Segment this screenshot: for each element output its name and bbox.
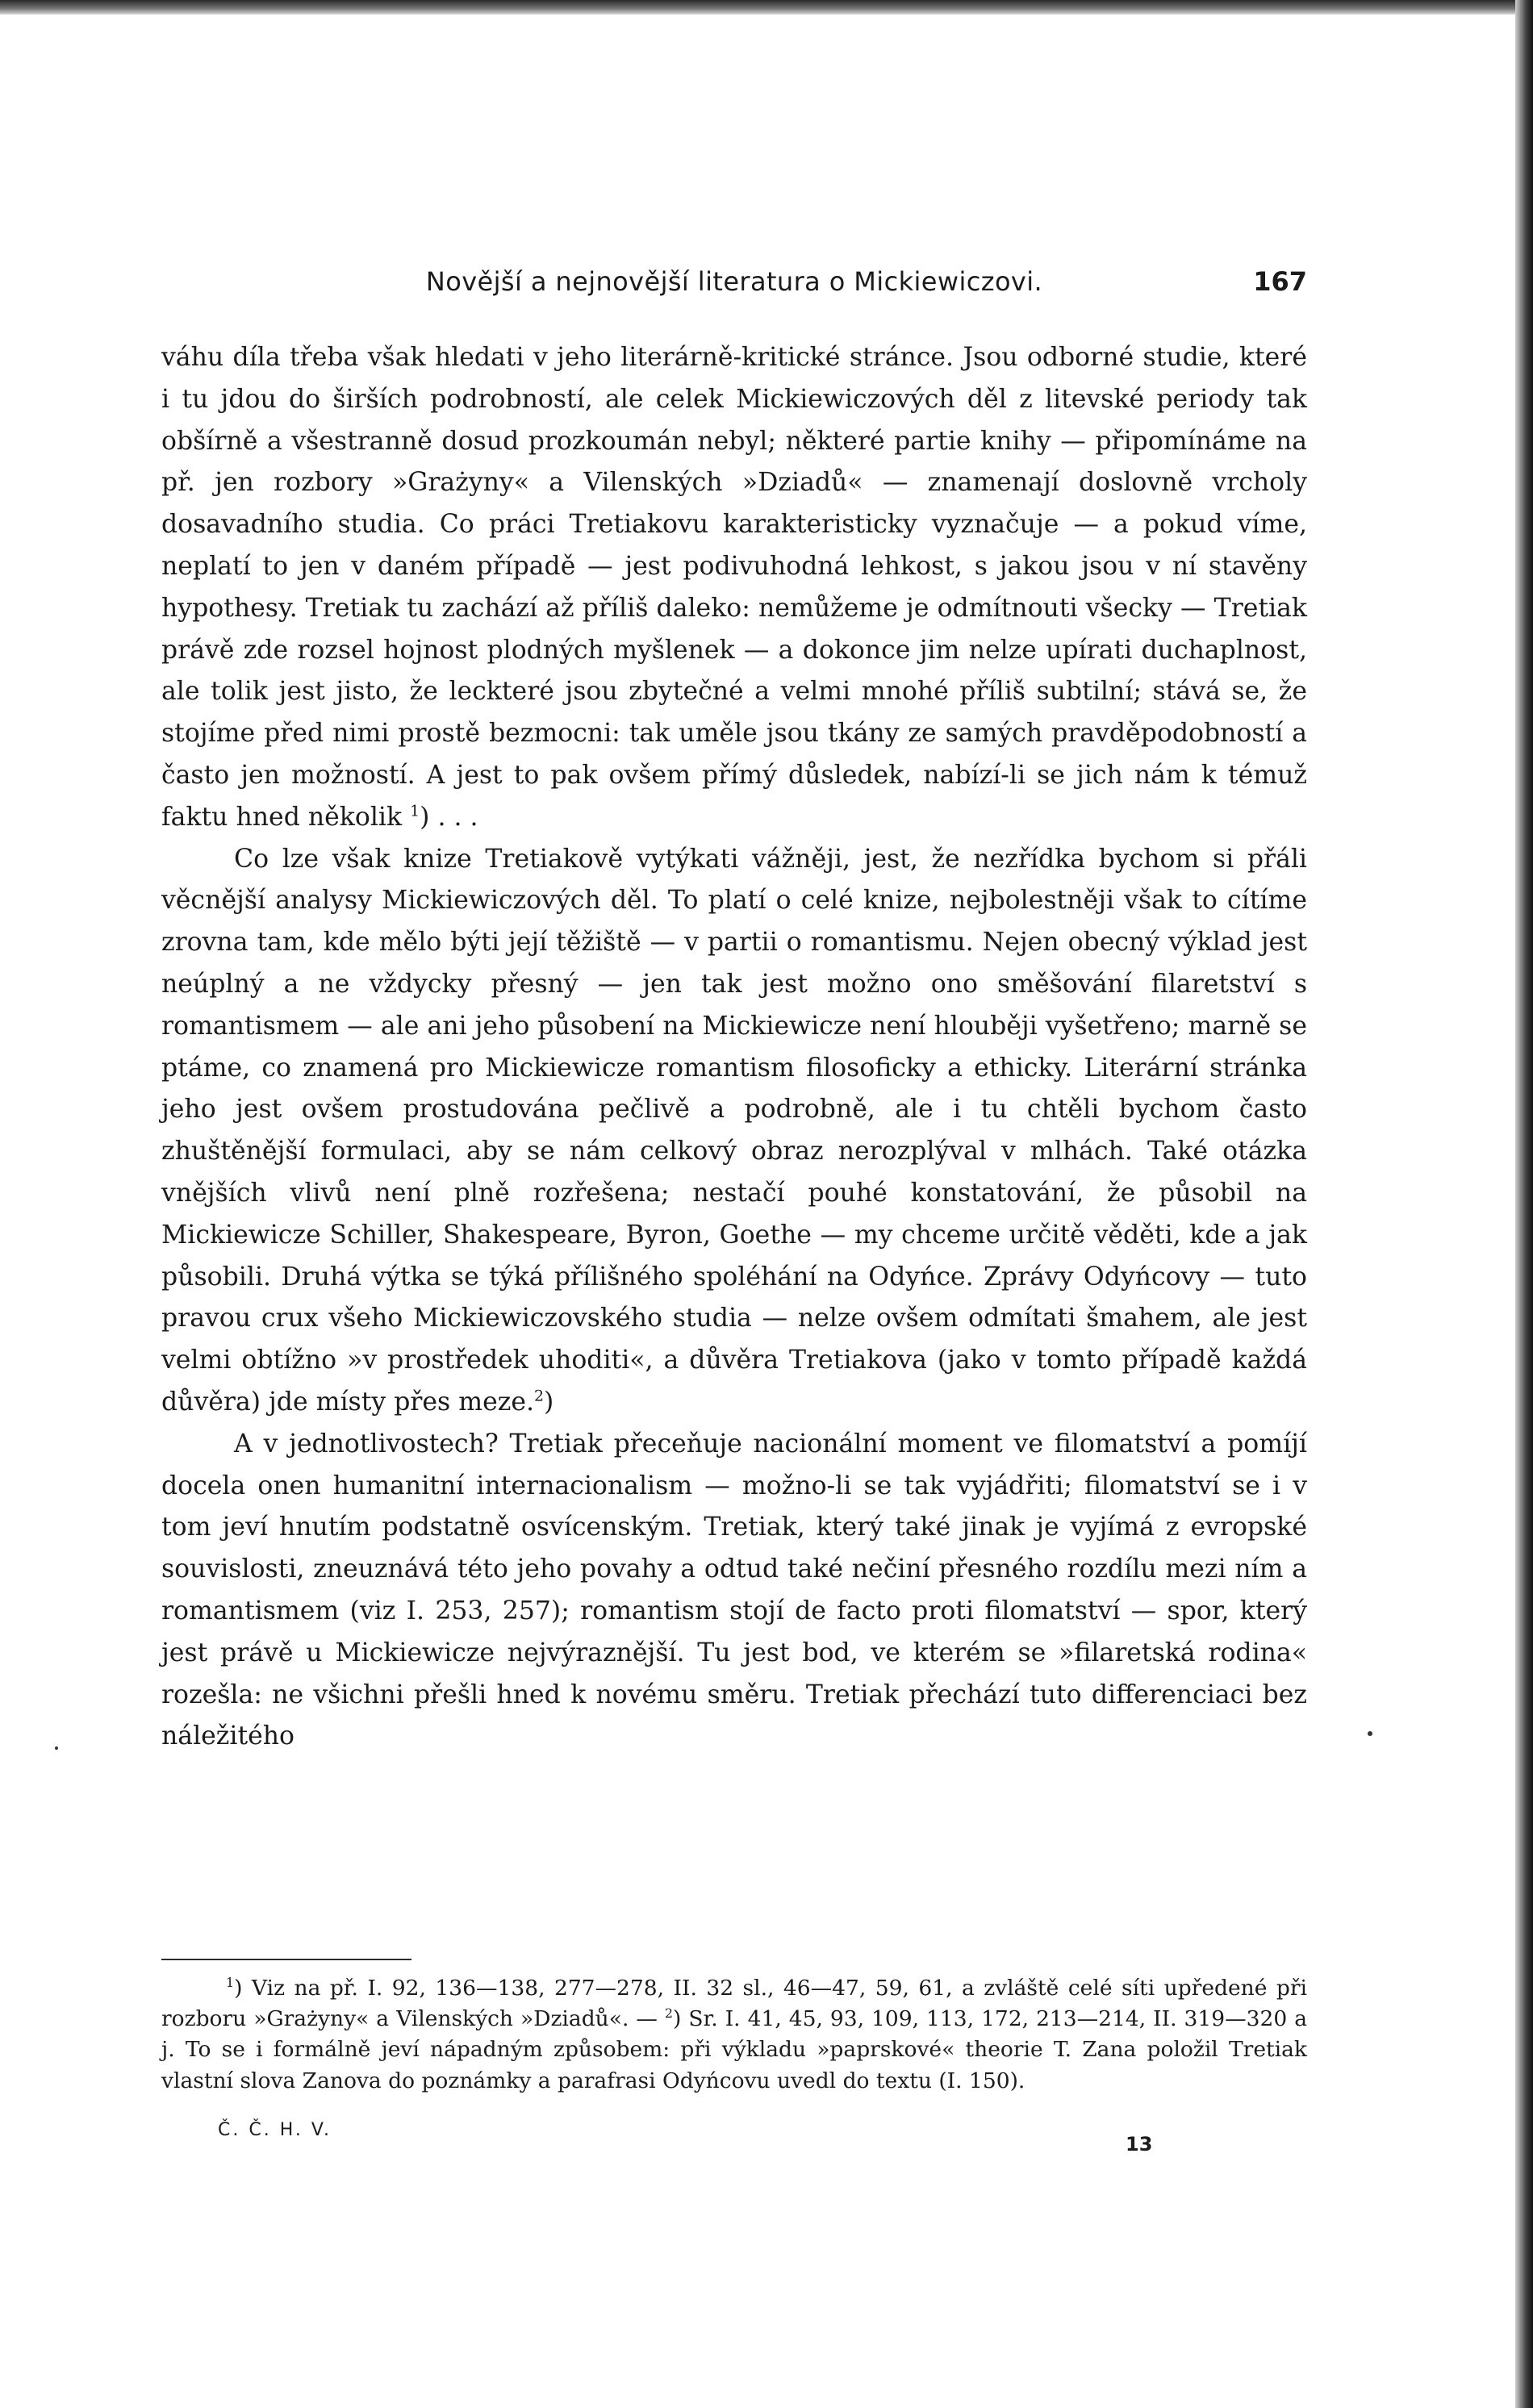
scan-border-top bbox=[0, 0, 1533, 15]
scan-speck bbox=[1368, 1731, 1372, 1736]
footnote-mark: 1 bbox=[226, 1975, 235, 1991]
footnote bbox=[161, 1973, 1307, 2097]
footnote-text: ) Sr. I. 41, 45, 93, 109, 113, 172, 213—214, II. 319—320 a j. To se i formálně jeví nápadným způsobem: při výkladu »paprskové« theorie T. Zana položil Tretiak vlastní slova Zanova do poznámky a parafrasi Odyńcovu uvedl do textu (I. 150). bbox=[161, 2006, 1307, 2093]
paragraph bbox=[161, 1424, 1307, 1758]
footnote-reference: 2 bbox=[534, 1387, 545, 1405]
paragraph-text: Co lze však knize Tretiakově vytýkati vážněji, jest, že nezřídka bychom si přáli věcnější analysy Mickiewiczových děl. To platí o celé knize, nejbolestněji však to cítíme zrovna tam, kde mělo býti její těžiště — v partii o romantismu. Nejen obecný výklad jest neúplný a ne vždycky přesný — jen tak jest možno ono směšování filaretství s romantismem — ale ani jeho působení na Mickiewicze není hlouběji vyšetřeno; marně se ptáme, co znamená pro Mickiewicze romantism filosoficky a ethicky. Literární stránka jeho jest ovšem prostudována pečlivě a podrobně, ale i tu chtěli bychom často zhuštěnější formulaci, aby se nám celkový obraz nerozplýval v mlhách. Také otázka vnějších vlivů není plně rozřešena; nestačí pouhé konstatování, že působil na Mickiewicze Schiller, Shakespeare, Byron, Goethe — my chceme určitě věděti, kde a jak působili. Druhá výtka se týká přílišného spoléhání na Odyńce. Zprávy Odyńcovy — tuto pravou crux všeho Mickiewiczovského studia — nelze ovšem odmítati šmahem, ale jest velmi obtížno »v prostředek uhoditi«, a důvěra Tretiakova (jako v tomto případě každá důvěra) jde místy přes meze. bbox=[161, 844, 1307, 1417]
sheet-signature: Č. Č. H. V. bbox=[218, 2120, 332, 2140]
footnote-reference: 1 bbox=[410, 802, 420, 820]
paragraph-text: ) bbox=[544, 1387, 554, 1417]
sheet-number: 13 bbox=[1126, 2133, 1153, 2156]
footnote-mark: 2 bbox=[664, 2005, 674, 2022]
page-footer bbox=[161, 2120, 1307, 2160]
page-header bbox=[161, 266, 1307, 298]
page-number: 167 bbox=[1253, 266, 1307, 297]
footnotes bbox=[161, 1973, 1307, 2097]
main-text bbox=[161, 337, 1307, 1758]
footnote-divider bbox=[161, 1959, 411, 1960]
scan-speck bbox=[55, 1747, 58, 1750]
running-title: Novější a nejnovější literatura o Mickiewiczovi. bbox=[425, 266, 1043, 297]
paragraph bbox=[161, 337, 1307, 839]
scan-border-right bbox=[1515, 0, 1533, 2408]
paragraph-text: ) . . . bbox=[420, 802, 478, 832]
paragraph-text: váhu díla třeba však hledati v jeho literárně-kritické stránce. Jsou odborné studie, které i tu jdou do širších podrobností, ale celek Mickiewiczových děl z litevské periody tak obšírně a všestranně dosud prozkoumán nebyl; některé partie knihy — připomínáme na př. jen rozbory »Grażyny« a Vilenských »Dziadů« — znamenají doslovně vrcholy dosavadního studia. Co práci Tretiakovu karakteristicky vyznačuje — a pokud víme, neplatí to jen v daném případě — jest podivuhodná lehkost, s jakou jsou v ní stavěny hypothesy. Tretiak tu zachází až příliš daleko: nemůžeme je odmítnouti všecky — Tretiak právě zde rozsel hojnost plodných myšlenek — a dokonce jim nelze upírati duchaplnost, ale tolik jest jisto, že leckteré jsou zbytečné a velmi mnohé příliš subtilní; stává se, že stojíme před nimi prostě bezmocni: tak uměle jsou tkány ze samých pravděpodobností a často jen možností. A jest to pak ovšem přímý důsledek, nabízí-li se jich nám k témuž faktu hned několik bbox=[161, 343, 1307, 832]
paragraph bbox=[161, 839, 1307, 1424]
paragraph-text: A v jednotlivostech? Tretiak přeceňuje nacionální moment ve filomatství a pomíjí docela onen humanitní internacionalism — možno-li se tak vyjádřiti; filomatství se i v tom jeví hnutím podstatně osvícenským. Tretiak, který také jinak je vyjímá z evropské souvislosti, zneuznává této jeho povahy a odtud také nečiní přesného rozdílu mezi ním a romantismem (viz I. 253, 257); romantism stojí de facto proti filomatství — spor, který jest právě u Mickiewicze nejvýraznější. Tu jest bod, ve kterém se »filaretská rodina« rozešla: ne všichni přešli hned k novému směru. Tretiak přechází tuto differenciaci bez náležitého bbox=[161, 1429, 1307, 1751]
footnote-text: ) Viz na př. I. 92, 136—138, 277—278, II. 32 sl., 46—47, 59, 61, a zvláště celé síti upředené při rozboru »Grażyny« a Vilenských »Dziadů«. — bbox=[161, 1976, 1307, 2032]
